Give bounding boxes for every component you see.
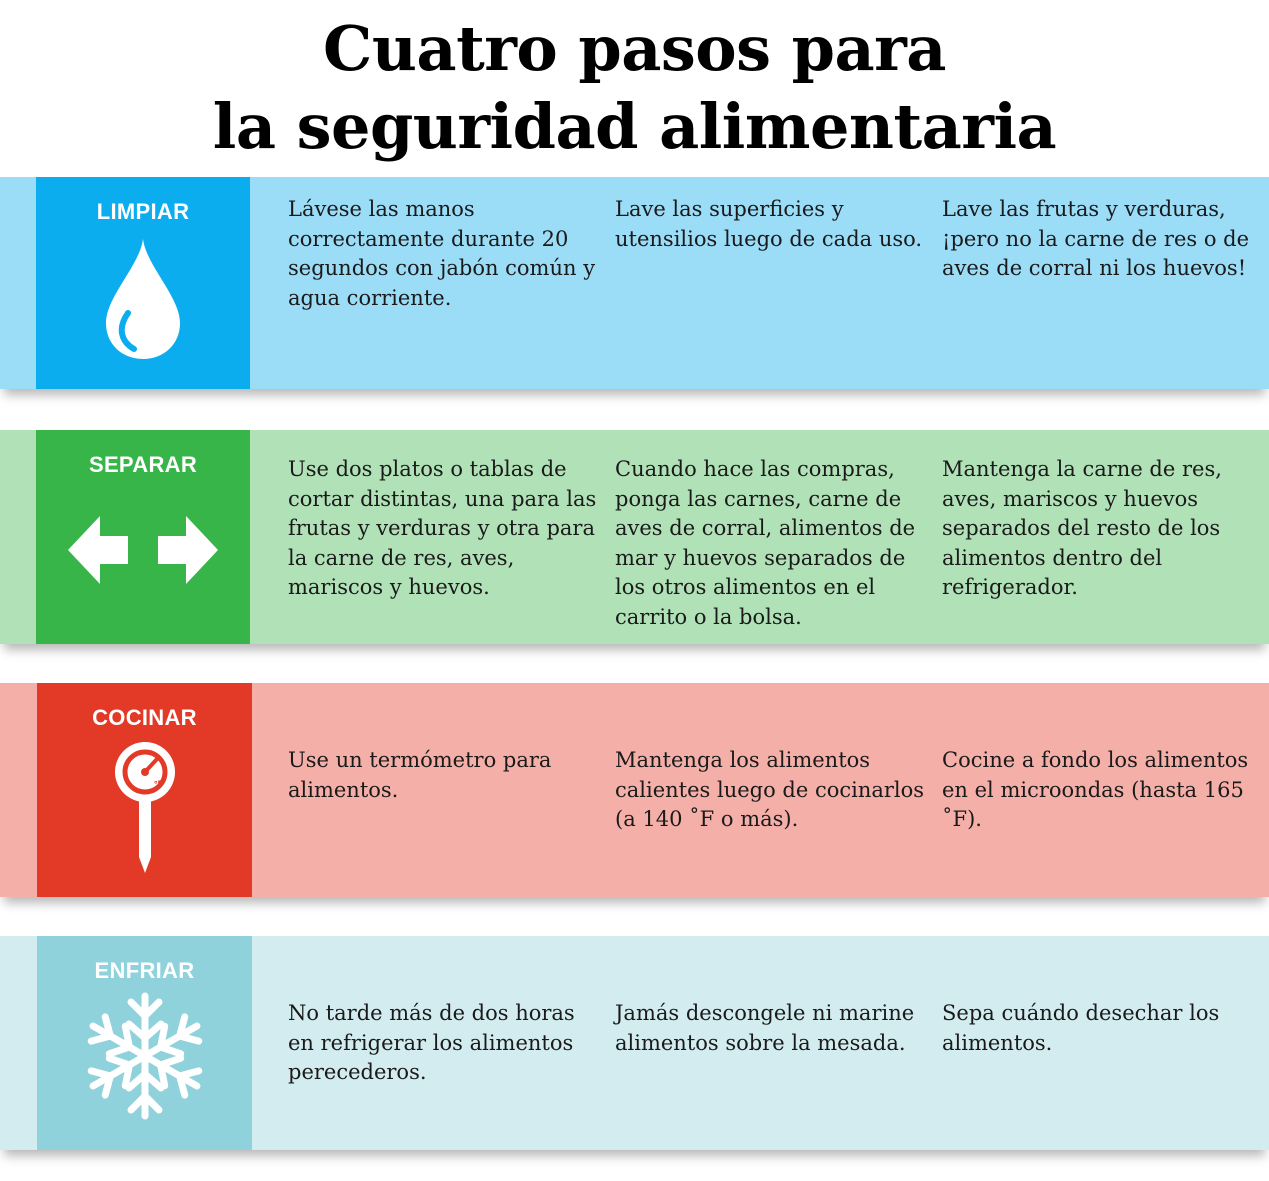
step-enfriar (0, 936, 1269, 1150)
tip-text: Cuando hace las compras, ponga las carnes, carne de aves de corral, alimentos de mar y huevos separados de los otros alimentos en el carrito o la bolsa. (615, 457, 916, 629)
snowflake-icon (80, 990, 210, 1122)
step-label: LIMPIAR (96, 199, 190, 224)
title-line-1: Cuatro pasos para (323, 12, 946, 85)
step-cocinar (0, 683, 1269, 897)
step-label: ENFRIAR (94, 958, 195, 983)
water-drop-icon (98, 235, 188, 365)
step-label: SEPARAR (88, 452, 198, 477)
tip-text: Use dos platos o tablas de cortar distintas, una para las frutas y verduras y otra para la carne de res, aves, mariscos y huevos. (288, 457, 597, 599)
thermometer-unit-label: °F (153, 779, 163, 789)
left-right-arrows-icon (68, 512, 218, 588)
title-line-2: la seguridad alimentaria (212, 90, 1057, 163)
food-thermometer-icon (110, 739, 180, 879)
tip-text: Use un termómetro para alimentos. (288, 748, 552, 802)
tip-text: No tarde más de dos horas en refrigerar los alimentos perecederos. (288, 1001, 575, 1084)
step-tile-limpiar (36, 177, 250, 389)
tip-text: Lave las frutas y verduras, ¡pero no la carne de res o de aves de corral ni los huevos! (942, 197, 1250, 280)
tip-text: Lave las superficies y utensilios luego de cada uso. (615, 197, 923, 251)
step-tile-separar (36, 430, 250, 644)
page-title (0, 10, 1269, 166)
tip-text: Sepa cuándo desechar los alimentos. (942, 1001, 1220, 1055)
tip-text: Mantenga la carne de res, aves, mariscos y huevos separados del resto de los alimentos dentro del refrigerador. (942, 457, 1222, 599)
tip-text: Lávese las manos correctamente durante 20 segundos con jabón común y agua corriente. (288, 197, 596, 310)
tip-text: Mantenga los alimentos calientes luego de cocinarlos (a 140 ˚F o más). (615, 748, 925, 831)
step-separar (0, 430, 1269, 644)
tip-text: Jamás descongele ni marine alimentos sobre la mesada. (615, 1001, 915, 1055)
tip-text: Cocine a fondo los alimentos en el microondas (hasta 165 ˚F). (942, 748, 1249, 831)
step-limpiar (0, 177, 1269, 389)
step-label: COCINAR (92, 705, 197, 730)
step-tile-cocinar (37, 683, 252, 897)
step-tile-enfriar (37, 936, 252, 1150)
